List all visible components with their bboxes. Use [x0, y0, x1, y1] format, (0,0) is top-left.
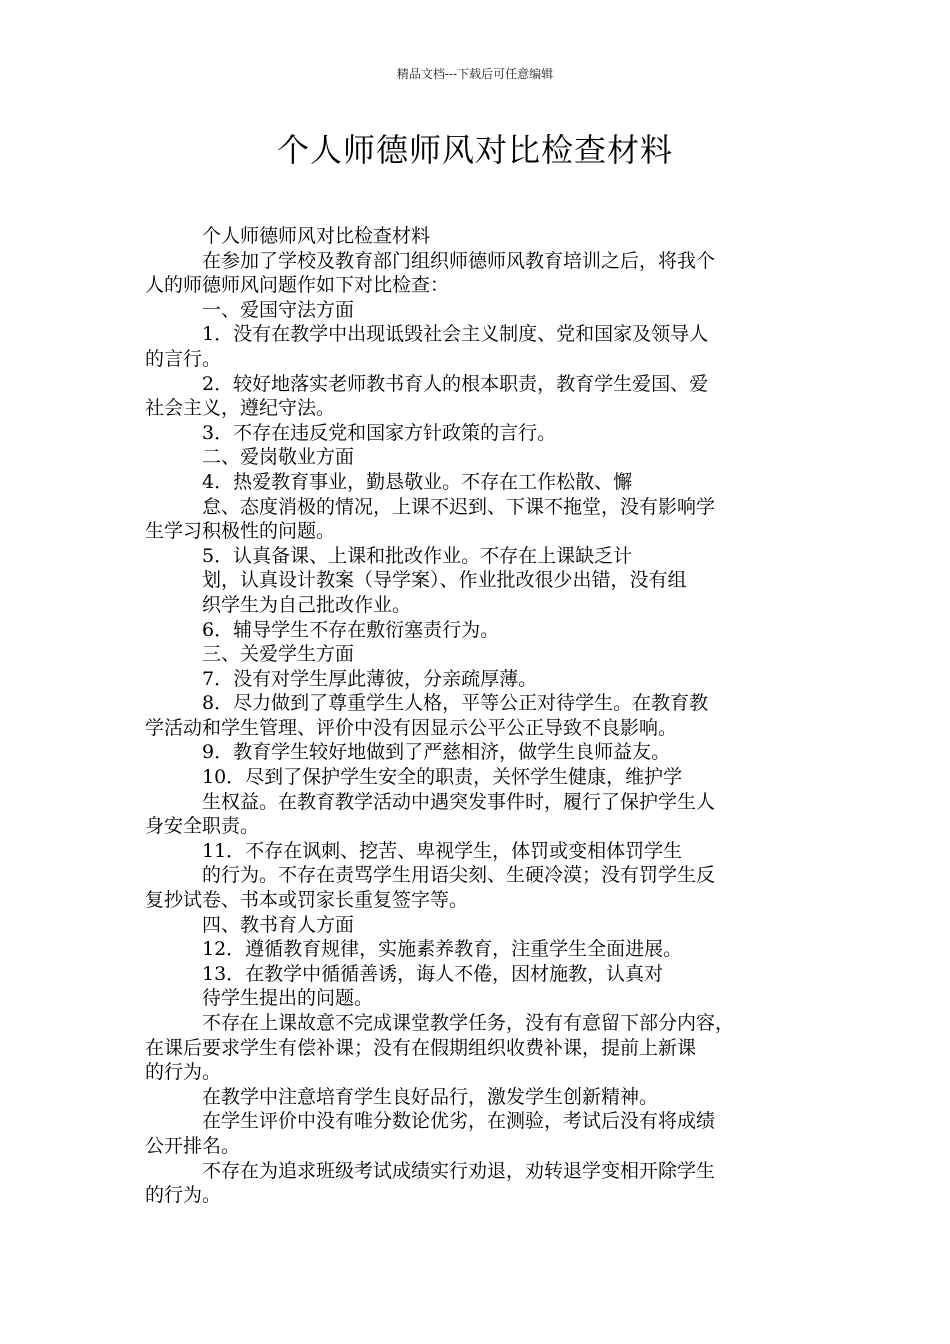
text-line: 3．不存在违反党和国家方针政策的言行。 — [202, 421, 557, 444]
text-line: 的行为。 — [145, 1184, 222, 1207]
text-line: 四、教书育人方面 — [202, 913, 355, 936]
text-line: 二、爱岗敬业方面 — [202, 446, 355, 469]
text-line: 6．辅导学生不存在敷衍塞责行为。 — [202, 618, 500, 641]
text-line: 一、爱国守法方面 — [202, 298, 355, 321]
text-line: 的言行。 — [145, 347, 222, 370]
text-line: 8．尽力做到了尊重学生人格，平等公正对待学生。在教育教 — [202, 692, 709, 715]
text-line: 复抄试卷、书本或罚家长重复签字等。 — [145, 889, 469, 912]
text-line: 社会主义，遵纪守法。 — [145, 397, 336, 420]
document-body — [145, 224, 810, 1208]
text-line: 在参加了学校及教育部门组织师德师风教育培训之后，将我个 — [202, 249, 716, 272]
text-line: 个人师德师风对比检查材料 — [202, 225, 431, 247]
text-line: 的行为。不存在责骂学生用语尖刻、生硬冷漠；没有罚学生反 — [202, 864, 716, 887]
text-line: 10．尽到了保护学生安全的职责，关怀学生健康，维护学 — [202, 766, 683, 789]
text-line: 公开排名。 — [145, 1134, 241, 1157]
text-line: 4．热爱教育事业，勤恳敬业。不存在工作松散、懈 — [202, 470, 633, 493]
text-line: 不存在为追求班级考试成绩实行劝退，劝转退学变相开除学生 — [202, 1159, 716, 1182]
text-line: 身安全职责。 — [145, 815, 260, 838]
page-header-note: 精品文档---下载后可任意编辑 — [396, 67, 554, 81]
text-line: 织学生为自己批改作业。 — [202, 593, 412, 616]
text-line: 生学习积极性的问题。 — [145, 520, 336, 543]
text-line: 12．遵循教育规律，实施素养教育，注重学生全面进展。 — [202, 938, 683, 961]
text-line: 不存在上课故意不完成课堂教学任务，没有有意留下部分内容， — [202, 1012, 735, 1034]
text-line: 在课后要求学生有偿补课；没有在假期组织收费补课，提前上新课 — [145, 1036, 697, 1059]
text-line: 在学生评价中没有唯分数论优劣，在测验，考试后没有将成绩 — [202, 1110, 716, 1133]
text-line: 人的师德师风问题作如下对比检查： — [145, 274, 450, 297]
text-line: 在教学中注意培育学生良好品行，激发学生创新精神。 — [202, 1085, 659, 1108]
text-line: 5．认真备课、上课和批改作业。不存在上课缺乏计 — [202, 544, 633, 567]
text-line: 怠、态度消极的情况，上课不迟到、下课不拖堂，没有影响学 — [202, 495, 716, 518]
text-line: 的行为。 — [145, 1061, 222, 1084]
text-line: 1．没有在教学中出现诋毁社会主义制度、党和国家及领导人 — [202, 323, 709, 346]
text-line: 生权益。在教育教学活动中遇突发事件时，履行了保护学生人 — [202, 790, 716, 813]
text-line: 9．教育学生较好地做到了严慈相济，做学生良师益友。 — [202, 741, 671, 764]
text-line: 三、关爱学生方面 — [202, 643, 355, 666]
text-line: 学活动和学生管理、评价中没有因显示公平公正导致不良影响。 — [145, 716, 678, 739]
text-line: 待学生提出的问题。 — [202, 987, 374, 1010]
text-line: 划，认真设计教案（导学案）、作业批改很少出错，没有组 — [202, 569, 687, 592]
text-line: 13．在教学中循循善诱，诲人不倦，因材施教，认真对 — [202, 962, 664, 985]
text-line: 11．不存在讽刺、挖苦、卑视学生，体罚或变相体罚学生 — [202, 839, 683, 862]
text-line: 7．没有对学生厚此薄彼，分亲疏厚薄。 — [202, 667, 538, 690]
document-title: 个人师德师风对比检查材料 — [276, 131, 673, 169]
text-line: 2．较好地落实老师教书育人的根本职责，教育学生爱国、爱 — [202, 372, 709, 395]
